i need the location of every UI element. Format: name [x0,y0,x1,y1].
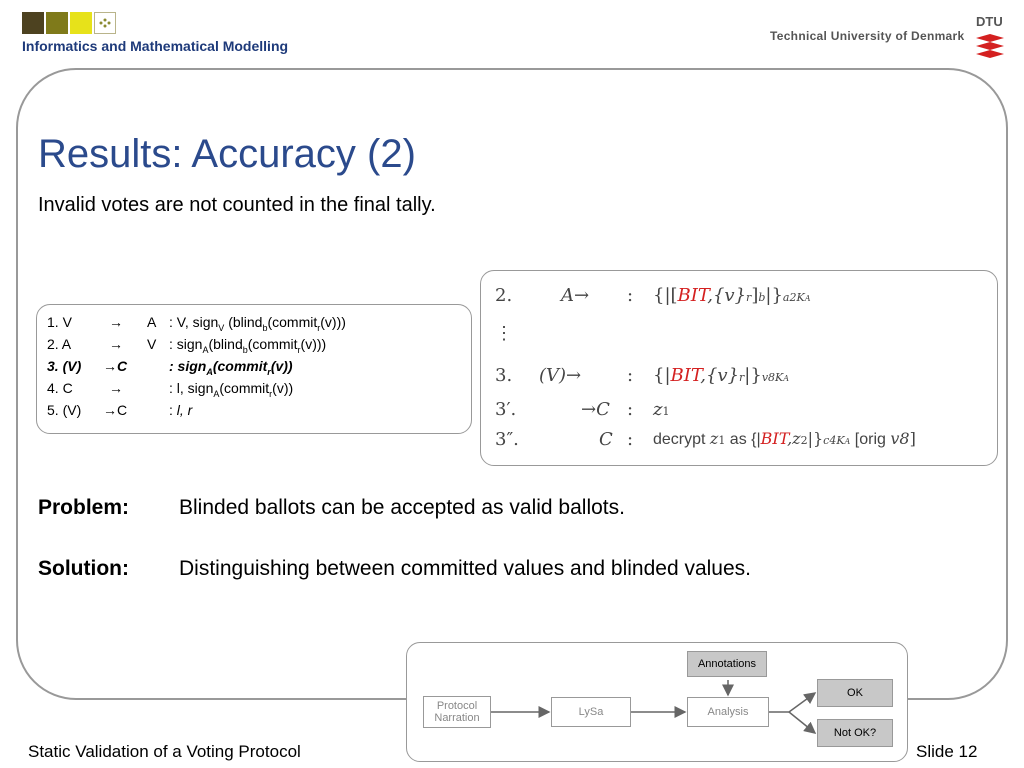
problem-text: Blinded ballots can be accepted as valid ballots. [179,496,625,519]
protocol-narration-box [36,304,472,434]
institute-name: Informatics and Mathematical Modelling [22,38,289,54]
analysis-flow-diagram [406,642,908,762]
dtu-logo-text: DTU [976,14,1003,29]
protocol-step-2: 2. A → V : sign$_A$(blind$_b$(commit$_r$(v))) [47,336,327,355]
protocol-step-4: 4. C → : l, sign$_A$(commit$_r$(v)) [47,380,294,399]
not-ok-node: Not OK? [817,719,893,747]
logo-square-dots-icon [94,12,116,34]
logo-square-yellow [70,12,92,34]
protocol-narration-node: Protocol Narration [423,696,491,728]
protocol-step-1: 1. V → A : V, sign$_V$ (blind$_b$(commit$_r$(v))) [47,314,346,333]
footer-title: Static Validation of a Voting Protocol [28,742,301,761]
logo-square-olive [46,12,68,34]
logo-square-dark [22,12,44,34]
slide-title: Results: Accuracy (2) [38,132,416,176]
slide-subtitle: Invalid votes are not counted in the final tally. [38,194,436,216]
problem-label: Problem: [38,496,130,519]
protocol-step-3: 3. (V) → C : sign$_A$(commit$_r$(v)) [47,358,293,377]
dtu-logo-icon [974,34,1006,62]
annotations-node: Annotations [687,651,767,677]
solution-text: Distinguishing between committed values and blinded values. [179,557,752,580]
analysis-node: Analysis [687,697,769,727]
slide-number: Slide 12 [916,742,978,761]
protocol-step-5: 5. (V) → C : l, r [47,402,193,418]
university-name: Technical University of Denmark [770,29,965,43]
lysa-formula-box: 2. A→ : {|[BIT,{v}r]b|}a2KA ⋮ 3. (V)→ : {|BIT,{v}r|}v8KA 3′. →C : z1 3″. C : decrypt z1 as {|BIT,z2|}c4KA [orig v8] [480,270,998,466]
solution-label: Solution: [38,557,129,580]
lysa-node: LySa [551,697,631,727]
ok-node: OK [817,679,893,707]
